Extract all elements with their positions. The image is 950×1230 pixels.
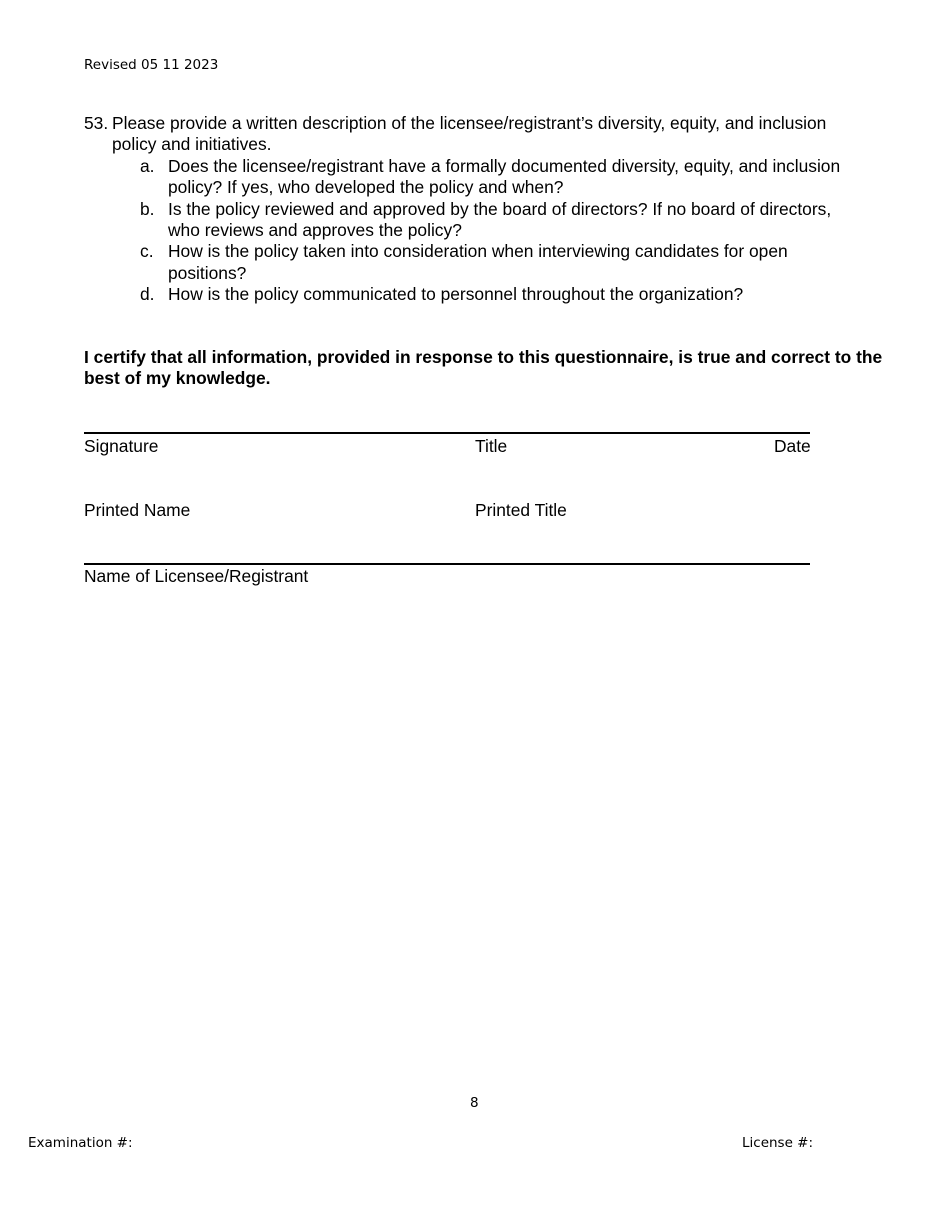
question-text: Please provide a written description of the licensee/registrant’s diversity, equity, and inclusion policy and initiatives. [112, 113, 827, 155]
question-number: 53. [84, 113, 109, 133]
revision-date: Revised 05 11 2023 [84, 57, 219, 73]
sub-item-text: Does the licensee/registrant have a formally documented diversity, equity, and inclusion policy? If yes, who developed the policy and when? [168, 155, 841, 198]
signature-label: Signature [84, 436, 159, 456]
examination-number-label: Examination #: [28, 1135, 133, 1151]
sub-item-letter: b. [140, 198, 155, 219]
licensee-name-label: Name of Licensee/Registrant [84, 566, 309, 586]
date-label: Date [774, 436, 811, 456]
sub-item-letter: c. [140, 241, 154, 262]
sub-item-letter: a. [140, 155, 155, 176]
sub-item-a [140, 155, 864, 199]
sub-item-b [140, 198, 864, 242]
printed-title-label: Printed Title [475, 500, 567, 520]
page-number: 8 [470, 1095, 479, 1111]
license-number-label: License #: [742, 1135, 814, 1151]
question-53 [84, 113, 864, 306]
title-label: Title [475, 436, 508, 456]
sub-item-text: How is the policy taken into consideration when interviewing candidates for open positions? [168, 241, 788, 283]
sub-item-d [140, 284, 864, 305]
sub-item-text: How is the policy communicated to personnel throughout the organization? [168, 284, 744, 305]
sub-item-letter: d. [140, 284, 155, 305]
sub-item-c [140, 241, 864, 284]
certification-statement: I certify that all information, provided in response to this questionnaire, is true and correct to the best of my knowledge. [84, 347, 883, 389]
signature-line[interactable] [84, 432, 810, 434]
licensee-name-line[interactable] [84, 563, 810, 565]
sub-item-text: Is the policy reviewed and approved by the board of directors? If no board of directors, who reviews and approves the policy? [168, 198, 832, 241]
printed-name-label: Printed Name [84, 500, 191, 520]
